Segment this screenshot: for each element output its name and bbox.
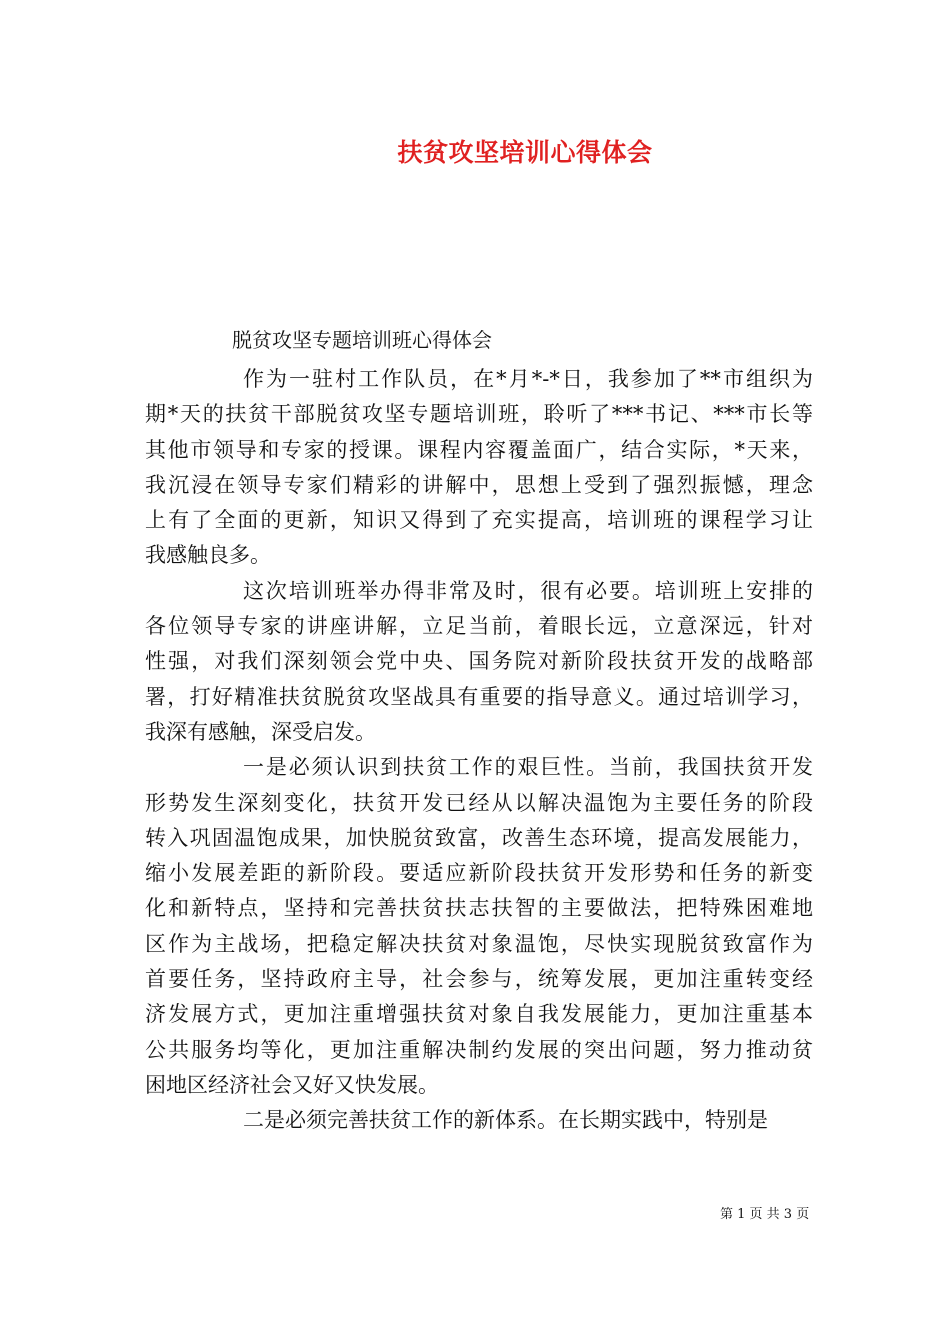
paragraph-1-line: 期*天的扶贫干部脱贫攻坚专题培训班，聆听了***书记、***市长等 <box>145 402 813 427</box>
paragraph-1-line: 其他市领导和专家的授课。课程内容覆盖面广，结合实际，*天来， <box>145 437 813 462</box>
page-footer: 第 1 页 共 3 页 <box>720 1207 810 1222</box>
paragraph-3-line: 困地区经济社会又好又快发展。 <box>145 1072 439 1097</box>
paragraph-2-line: 这次培训班举办得非常及时，很有必要。培训班上安排的 <box>243 578 813 603</box>
paragraph-3-line: 首要任务，坚持政府主导，社会参与，统筹发展，更加注重转变经 <box>145 967 813 992</box>
paragraph-2-line: 我深有感触，深受启发。 <box>145 719 376 744</box>
paragraph-2-line: 各位领导专家的讲座讲解，立足当前，着眼长远，立意深远，针对 <box>145 614 813 639</box>
paragraph-3-line: 济发展方式，更加注重增强扶贫对象自我发展能力，更加注重基本 <box>145 1002 813 1027</box>
document-title: 扶贫攻坚培训心得体会 <box>397 138 653 167</box>
paragraph-1-line: 上有了全面的更新，知识又得到了充实提高，培训班的课程学习让 <box>145 508 813 533</box>
paragraph-3-line: 形势发生深刻变化，扶贫开发已经从以解决温饱为主要任务的阶段 <box>145 790 813 815</box>
document-subtitle: 脱贫攻坚专题培训班心得体会 <box>232 328 492 352</box>
paragraph-3-line: 一是必须认识到扶贫工作的艰巨性。当前，我国扶贫开发 <box>243 755 813 780</box>
paragraph-2-line: 性强，对我们深刻领会党中央、国务院对新阶段扶贫开发的战略部 <box>145 649 813 674</box>
paragraph-2-line: 署，打好精准扶贫脱贫攻坚战具有重要的指导意义。通过培训学习， <box>145 684 813 709</box>
paragraph-3-line: 化和新特点，坚持和完善扶贫扶志扶智的主要做法，把特殊困难地 <box>145 896 813 921</box>
paragraph-3-line: 公共服务均等化，更加注重解决制约发展的突出问题，努力推动贫 <box>145 1037 813 1062</box>
paragraph-3-line: 转入巩固温饱成果，加快脱贫致富，改善生态环境，提高发展能力， <box>145 825 813 850</box>
paragraph-1-line: 我感触良多。 <box>145 543 271 568</box>
paragraph-3-line: 区作为主战场，把稳定解决扶贫对象温饱，尽快实现脱贫致富作为 <box>145 931 813 956</box>
paragraph-1-line: 作为一驻村工作队员，在*月*-*日，我参加了**市组织为 <box>243 367 813 391</box>
document-body <box>145 362 813 1139</box>
paragraph-1-line: 我沉浸在领导专家们精彩的讲解中，思想上受到了强烈振憾，理念 <box>145 472 813 497</box>
paragraph-4-line: 二是必须完善扶贫工作的新体系。在长期实践中，特别是 <box>243 1108 768 1133</box>
paragraph-3-line: 缩小发展差距的新阶段。要适应新阶段扶贫开发形势和任务的新变 <box>145 861 813 886</box>
